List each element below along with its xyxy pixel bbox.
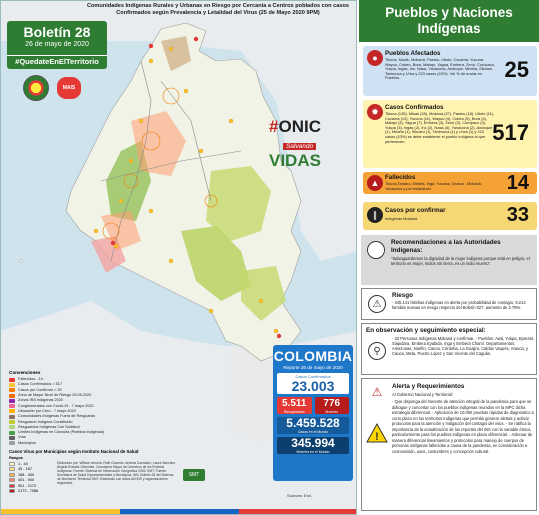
boletin-date: 26 de mayo de 2020 [25, 41, 89, 48]
hashtag-banner: #QuedateEnElTerritorio [7, 55, 107, 67]
legend-item-label: Municipios [18, 440, 36, 445]
warning-icon: ⚠ [368, 295, 386, 313]
colombia-deaths-label: Muertes [325, 410, 339, 414]
world-deaths [277, 437, 349, 454]
info-header [359, 0, 539, 42]
riesgo-title: Riesgo [392, 292, 413, 299]
magnifier-icon: ⚲ [368, 342, 386, 360]
onic-logo-line3: VIDAS [269, 151, 321, 170]
por-confirmar-card [363, 202, 537, 230]
boletin-title: Boletín 28 [23, 24, 91, 40]
alerta-title: Alerta y Requerimientos [392, 383, 465, 390]
recomendaciones-box [361, 235, 537, 285]
onic-hash: # [269, 117, 279, 136]
casos-confirmados-label: Casos Confirmados [385, 104, 444, 111]
onic-seal-logo [23, 75, 49, 101]
world-cases-label: Casos en el Mundo [297, 430, 329, 434]
observacion-title: En observación y seguimiento especial: [366, 327, 486, 334]
legend-item-label: Límites Indígenas en Consulta (Pueblos indígenas) [18, 430, 105, 435]
mais-logo-text: MAIS [62, 85, 76, 91]
smt-logo [183, 469, 205, 481]
recomendaciones-body: "Salvaguardemos la dignidad de la mujer indígena porque está en peligro, el territorio es mujer, Indios sin tierra, es un indio muerto". [391, 256, 530, 267]
world-cases [277, 417, 349, 434]
map-legend [9, 377, 149, 446]
fallecidos-label: Fallecidos [385, 174, 416, 181]
world-cases-value: 5.459.528 [286, 416, 340, 430]
observacion-body: - 33 Personas Indígenas Mokaná y confirmar. - Pueblos: Awá, Yukpa, Eperara Siapidara, Embera Eyabida, Inga y Embera Chamí. Departamentos: Amazonas, Nariño, Cauca, Córdoba, La Guajira, Caldas Vaupés, Arauca, y Cauca, Meta, Puerto López y San Vicente del Caguán. [392, 336, 534, 357]
legend-item-label: Zonas IRA Indígenas 2020 [18, 398, 63, 403]
legend-title: Convenciones [9, 370, 41, 375]
por-confirmar-detail: Indígenas Mokaná [385, 216, 418, 221]
world-deaths-label: Muertes en el Mundo [296, 450, 330, 454]
alerta-box [361, 378, 537, 511]
woman-icon [367, 241, 385, 259]
colombia-title: COLOMBIA [273, 348, 353, 364]
flag-stripe [1, 509, 357, 514]
legend-swatch [9, 404, 15, 408]
casos-ranges-legend [9, 456, 49, 494]
casos-confirmados-value: 517 [492, 120, 529, 145]
casos-ranges-subtitle: Rangos [9, 456, 23, 460]
legend-swatch [9, 436, 15, 440]
mais-logo [57, 77, 81, 99]
fallecidos-detail: Tikuna,Tariano, Miraña, Inga, Yucuna, Ocaina , Mokaná, Yanacona y por establecer [385, 181, 482, 191]
onic-logo-line2: Salvando [283, 143, 316, 150]
por-confirmar-value: 33 [506, 204, 529, 226]
legend-swatch [9, 383, 15, 387]
thermometer-icon: ∥ [367, 207, 383, 223]
observacion-box [361, 323, 537, 375]
legend-item [9, 441, 149, 446]
legend-item-label: Resguardo Indígena Constituido [18, 419, 73, 424]
source-credits: Elaborado por: Willson Arruela, Ruth Guzmán, Andrea Camacho, Laura Sánchez, Ángela Rosalía Cifuentes. Consejería Mayor de Derechos de los Pueblos Indígenas. Fuente: Sistema de Información Geográfica ONIC SMT. Fuente: Secretaría de Salud Departamentales y Municipios, INS. Boletín 28 del Sistema de Monitoreo Territorial SMT. Elaborado con datos del INS y organizaciones regionales. [57, 461, 176, 486]
casos-range-label: 2173 - 7086 [18, 489, 39, 494]
colombia-confirmed-value: 23.003 [291, 378, 335, 394]
people-icon: ● [367, 50, 383, 66]
info-header-title: Pueblos y Naciones Indígenas [385, 5, 513, 36]
legend-item-label: Comunidades Indígenas Fuera de Resguardo [18, 414, 96, 419]
legend-swatch [9, 378, 15, 382]
legend-item-label: Zona de Mayor Nivel de Riesgo 25.05.2020 [18, 393, 92, 398]
esri-sources: Sources: Esri, [287, 493, 312, 498]
recomendaciones-title: Recomendaciones a las Autoridades Indígenas: [391, 239, 501, 254]
casos-range-swatch [9, 462, 15, 466]
fallecidos-card [363, 172, 537, 194]
pueblos-afectados-card [363, 46, 537, 96]
casos-range-label: 45 - 167 [18, 467, 32, 472]
colombia-deaths [315, 397, 350, 414]
onic-salvando-vidas-logo [269, 119, 341, 171]
pueblos-afectados-label: Pueblos Afectados [385, 50, 441, 57]
colombia-recovered-label: Recuperados [283, 410, 305, 414]
colombia-confirmed [277, 373, 349, 394]
legend-swatch [9, 409, 15, 413]
legend-item-label: Conglomerados con Covid-19 - 7 mayo 2020 [18, 403, 94, 408]
pueblos-afectados-value: 25 [504, 57, 529, 82]
casos-range-label: 168 - 400 [18, 472, 35, 477]
casos-range-label: 1 - 44 [18, 462, 28, 467]
casos-range-swatch [9, 489, 15, 493]
info-panel [359, 0, 539, 515]
legend-swatch [9, 388, 15, 392]
legend-swatch [9, 415, 15, 419]
pueblos-afectados-detail: Tikuna, Mosik, Mokaná, Pastos, Uitoto, Cocama, Yucuna, Wayuu, Cubeo, Bora, Matapí, Yagua, Embera, Zenú, Curripaco, Yukpa, Ingas, Inc, Nasa, Yanacona, Andoque, Miraña, Sikuani, Tanimuca y U'wa y 223 casos (43%). Vel % de enviar en Pueblos. [385, 57, 496, 81]
casos-range-swatch [9, 484, 15, 488]
smt-logo-text: SMT [188, 472, 200, 478]
virus-icon: ✸ [367, 104, 383, 120]
colombia-report-date: Reporte 26 de mayo de 2020 [283, 365, 343, 370]
casos-range-item [9, 488, 49, 493]
riesgo-box [361, 288, 537, 320]
legend-swatch [9, 431, 15, 435]
casos-range-swatch [9, 473, 15, 477]
casos-range-swatch [9, 467, 15, 471]
onic-logo-line1: ONIC [278, 117, 321, 136]
alerta-body: - Que disponga del Gerente de atención integral de la pandemia para que se diálogue y concertar con los pueblos indígenas reunidos en la MPC dicha estrategia diferencial. - Aplicación de 10.000 pruebas rápidas de diagnóstico a corto plazo en los territorios indígenas que permita generar alertas y activar protocolos para la atención y mitigación del contagio del virus. - Se ratifica la importancia de la actualización de los reportes del INS con la variable étnica, particularmente para los pueblos indígenas en plano diferencial. - Adecuar de manera diferencial lineamientos y protocolos para manejo de cuerpos de personas indígenas fallecidas a causa de la pandemia, en consideración a cosmovisión, usos, costumbres y concepción cultural. [392, 399, 534, 454]
legend-item-label: Vías [18, 435, 26, 440]
legend-item-label: Resguardos Indígenas Con Solicitud [18, 424, 80, 429]
colombia-recovered-value: 5.511 [282, 398, 307, 409]
colombia-deaths-value: 776 [323, 398, 341, 409]
casos-ranges-title: Casos Virus por Municipios según Instituto Nacional de Salud [9, 449, 139, 454]
casos-range-swatch [9, 478, 15, 482]
por-confirmar-label: Casos por confirmar [385, 207, 446, 214]
alert-sign-icon [366, 423, 388, 443]
legend-swatch [9, 425, 15, 429]
casos-confirmados-card [363, 100, 537, 168]
legend-item-label: Casos Confirmados = 517 [18, 382, 63, 387]
casos-range-label: 901 - 2172 [18, 483, 37, 488]
casos-confirmados-detail: Tikuna (135), Misak (28), Mokaná (37), Pastos (18), Uitoto (11), Cocama (13), Yucuna (11), Wayuu (4), Cubeo (5), Bora (4), Matapí (3), Yagua (7), Embera (3), Zenú (3), Curripaco (3), Yukpa (3), Ingas (2), Inc (2), Nasa (4), Yanacona (2), Andoque (1), Miraña (1), Sikuani (1), Tanimuca (1) y U'wa (1) y 223 casos (43%) se debe establecer el pueblo indígena al que pertenecen. [385, 111, 495, 144]
alert-triangle-icon: ⚠ [371, 385, 383, 399]
colombia-stats-card [273, 345, 353, 481]
legend-item-label: Casos por Confirmar = 33 [18, 387, 62, 392]
alerta-subtitle: Al Gobierno Nacional y Territorial: [392, 392, 453, 397]
legend-swatch [9, 420, 15, 424]
colombia-recovered [277, 397, 312, 414]
candle-icon: ▲ [367, 175, 383, 191]
world-deaths-value: 345.994 [291, 436, 335, 450]
map-title: Comunidades Indígenas Rurales y Urbanas en Riesgo por Cercanía a Centros poblados con casos Confirmados según Prevalencia y Letalidad del Virus (25 de Mayo 2020 9PM) [86, 3, 350, 16]
casos-range-label: 401 - 900 [18, 478, 35, 483]
legend-swatch [9, 441, 15, 445]
colombia-confirmed-label: Casos Confirmados [295, 374, 331, 379]
svg-text:!: ! [375, 431, 379, 443]
fallecidos-value: 14 [506, 172, 529, 194]
legend-item-label: Ubicación por Cero - 7 mayo 2020 [18, 408, 76, 413]
legend-swatch [9, 399, 15, 403]
legend-swatch [9, 394, 15, 398]
legend-item-label: Fallecidos - 14 [18, 377, 43, 382]
riesgo-body: - 345.141 familias indígenas en alerta por probabilidad de contagio, 9.214 familias nuevas en riesgo respecto del Boletín 027, aumento de 2.78%. [392, 300, 526, 311]
